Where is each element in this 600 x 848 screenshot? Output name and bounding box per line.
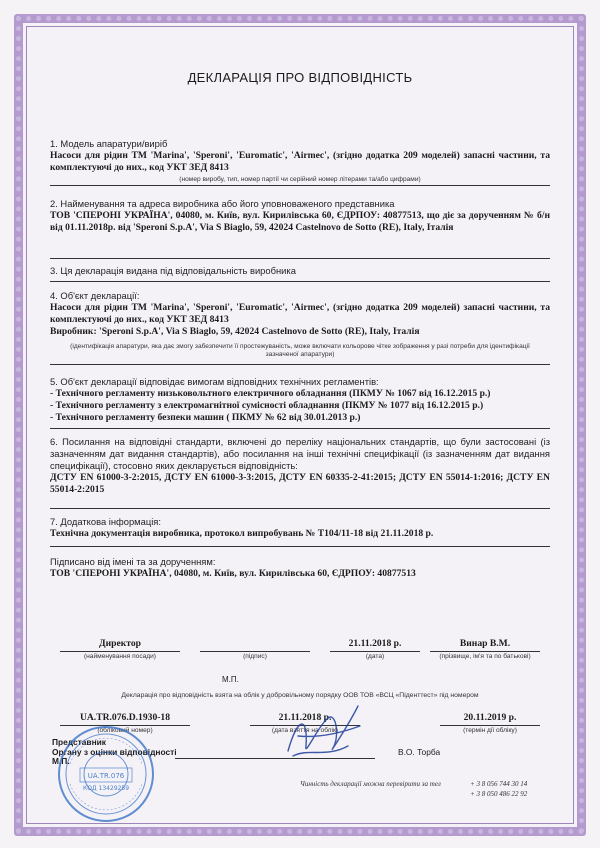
signed-date-hint: (дата) bbox=[365, 653, 385, 660]
document-title: ДЕКЛАРАЦІЯ ПРО ВІДПОВІДНІСТЬ bbox=[187, 70, 413, 85]
registration-number-hint: (обліковий номер) bbox=[97, 727, 153, 734]
sig-line bbox=[440, 725, 540, 726]
regulation-item: - Технічного регламенту з електромагнітної сумісності обладнання (ПКМУ № 1077 від 16.12.2015 р.) bbox=[50, 400, 484, 411]
signed-label: Підписано від імені та за дорученням: bbox=[50, 556, 216, 567]
footer-phone: + 3 8 050 486 22 92 bbox=[470, 790, 528, 798]
registration-text: Декларація про відповідність взята на облік у добровільному порядку ООВ ТОВ «ВСЦ «Піденттест» під номером bbox=[121, 692, 479, 699]
section-object-hint: (ідентифікація апаратури, яка дає змогу забезпечити її простежуваність, може включати кольорове чітке зображення у разі потреби для ідентифікації зазначеної апаратури) bbox=[70, 343, 530, 358]
section-regulations bbox=[50, 376, 550, 424]
rep-seal-place: М.П. bbox=[52, 756, 70, 766]
divider bbox=[50, 428, 550, 429]
section-object-label: 4. Об'єкт декларації: bbox=[50, 290, 140, 301]
sig-line bbox=[430, 651, 540, 652]
section-responsibility-label: 3. Ця декларація видана під відповідальність виробника bbox=[50, 265, 296, 276]
section-model-value: Насоси для рідин ТМ 'Marina', 'Speroni', 'Euromatic', 'Airmec', (згідно додатка 209 моделей) запасні частини, та комплектуючі до них., код УКТ ЗЕД 8413 bbox=[50, 150, 550, 173]
section-additional bbox=[50, 516, 550, 540]
representative-label: Представник bbox=[52, 737, 106, 747]
divider bbox=[50, 508, 550, 509]
registration-number: UA.TR.076.D.1930-18 bbox=[79, 712, 171, 723]
section-manufacturer bbox=[50, 198, 550, 234]
round-stamp bbox=[56, 724, 156, 824]
regulation-item: - Технічного регламенту безпеки машин ( ПКМУ № 62 від 30.01.2013 р.) bbox=[50, 412, 361, 423]
section-regulations-label: 5. Об'єкт декларації відповідає вимогам відповідних технічних регламентів: bbox=[50, 376, 379, 387]
footer-check: Чинність декларації можна перевірити за тел bbox=[300, 780, 441, 788]
section-manufacturer-value: ТОВ 'СПЕРОНІ УКРАЇНА', 04080, м. Київ, вул. Кирилівська 60, ЄДРПОУ: 40877513, що діє за дорученням № б/н від 01.11.2018р. від 'Speroni S.p.A', Via S Biaglo, 59, 42024 Castelnovo de Sotto (RE), Italy, Італія bbox=[50, 210, 550, 233]
signature-scribble bbox=[278, 696, 368, 766]
validity-date-hint: (термін дії обліку) bbox=[463, 727, 517, 734]
section-object-value: Насоси для рідин ТМ 'Marina', 'Speroni', 'Euromatic', 'Airmec', (згідно додатка 209 моделей) запасні частини, та комплектуючі до них., код УКТ ЗЕД 8413 bbox=[50, 302, 550, 325]
section-standards-label: 6. Посилання на відповідні стандарти, включені до переліку національних стандартів, що були застосовані (із зазначенням дат видання стандартів), або посилання на інші технічні специфікації (із зазначенням дат видання специфікації), стосовно яких декларується відповідність: bbox=[50, 436, 550, 471]
signed-value: ТОВ 'СПЕРОНІ УКРАЇНА', 04080, м. Київ, вул. Кирилівська 60, ЄДРПОУ: 40877513 bbox=[50, 568, 416, 579]
sig-line bbox=[60, 651, 180, 652]
section-object-maker: Виробник: 'Speroni S.p.A', Via S Biaglo, 59, 42024 Castelnovo de Sotto (RE), Italy, Італія bbox=[50, 326, 420, 337]
divider bbox=[50, 364, 550, 365]
section-model-hint: (номер виробу, тип, номер партії чи серійний номер літерами та/або цифрами) bbox=[179, 176, 421, 183]
signer-name-hint: (прізвище, ім'я та по батькові) bbox=[439, 653, 531, 660]
signer-name: Винар В.М. bbox=[459, 638, 511, 649]
body-label: Органу з оцінки відповідності bbox=[52, 746, 177, 757]
signed-date: 21.11.2018 р. bbox=[348, 638, 402, 649]
representative-name: В.О. Торба bbox=[398, 747, 441, 757]
validity-date: 20.11.2019 р. bbox=[463, 712, 517, 723]
section-standards-value: ДСТУ EN 61000-3-2:2015, ДСТУ EN 61000-3-3:2015, ДСТУ EN 60335-2-41:2015; ДСТУ EN 55014-1:2016; ДСТУ EN 55014-2:2015 bbox=[50, 472, 550, 495]
section-responsibility bbox=[50, 265, 550, 277]
section-additional-value: Технічна документація виробника, протокол випробувань № Т104/11-18 від 21.11.2018 р. bbox=[50, 528, 434, 539]
regulation-item: - Технічного регламенту низьковольтного електричного обладнання (ПКМУ № 1067 від 16.12.2015 р.) bbox=[50, 388, 491, 399]
section-additional-label: 7. Додаткова інформація: bbox=[50, 516, 161, 527]
stamp-code: UA.TR.076 bbox=[87, 772, 125, 780]
sig-line bbox=[330, 651, 420, 652]
signed-block bbox=[50, 556, 550, 580]
footer-phone: + 3 8 056 744 30 14 bbox=[470, 780, 528, 788]
seal-place: М.П. bbox=[222, 675, 239, 684]
divider bbox=[50, 281, 550, 282]
divider bbox=[50, 258, 550, 259]
signer-position: Директор bbox=[99, 638, 141, 649]
divider bbox=[50, 185, 550, 186]
signer-position-hint: (найменування посади) bbox=[83, 653, 157, 660]
section-standards bbox=[50, 436, 550, 496]
sign-hint: (підпис) bbox=[243, 653, 267, 660]
section-model-label: 1. Модель апаратури/виріб bbox=[50, 138, 168, 149]
section-model bbox=[50, 138, 550, 174]
registration-date-hint: (дата взяття на облік) bbox=[271, 727, 339, 734]
stamp-id: КОД 13429259 bbox=[82, 785, 130, 792]
section-manufacturer-label: 2. Найменування та адреса виробника або його уповноваженого представника bbox=[50, 198, 395, 209]
divider bbox=[50, 546, 550, 547]
sig-line bbox=[200, 651, 310, 652]
registration-date: 21.11.2018 р. bbox=[278, 712, 332, 723]
section-object bbox=[50, 290, 550, 338]
